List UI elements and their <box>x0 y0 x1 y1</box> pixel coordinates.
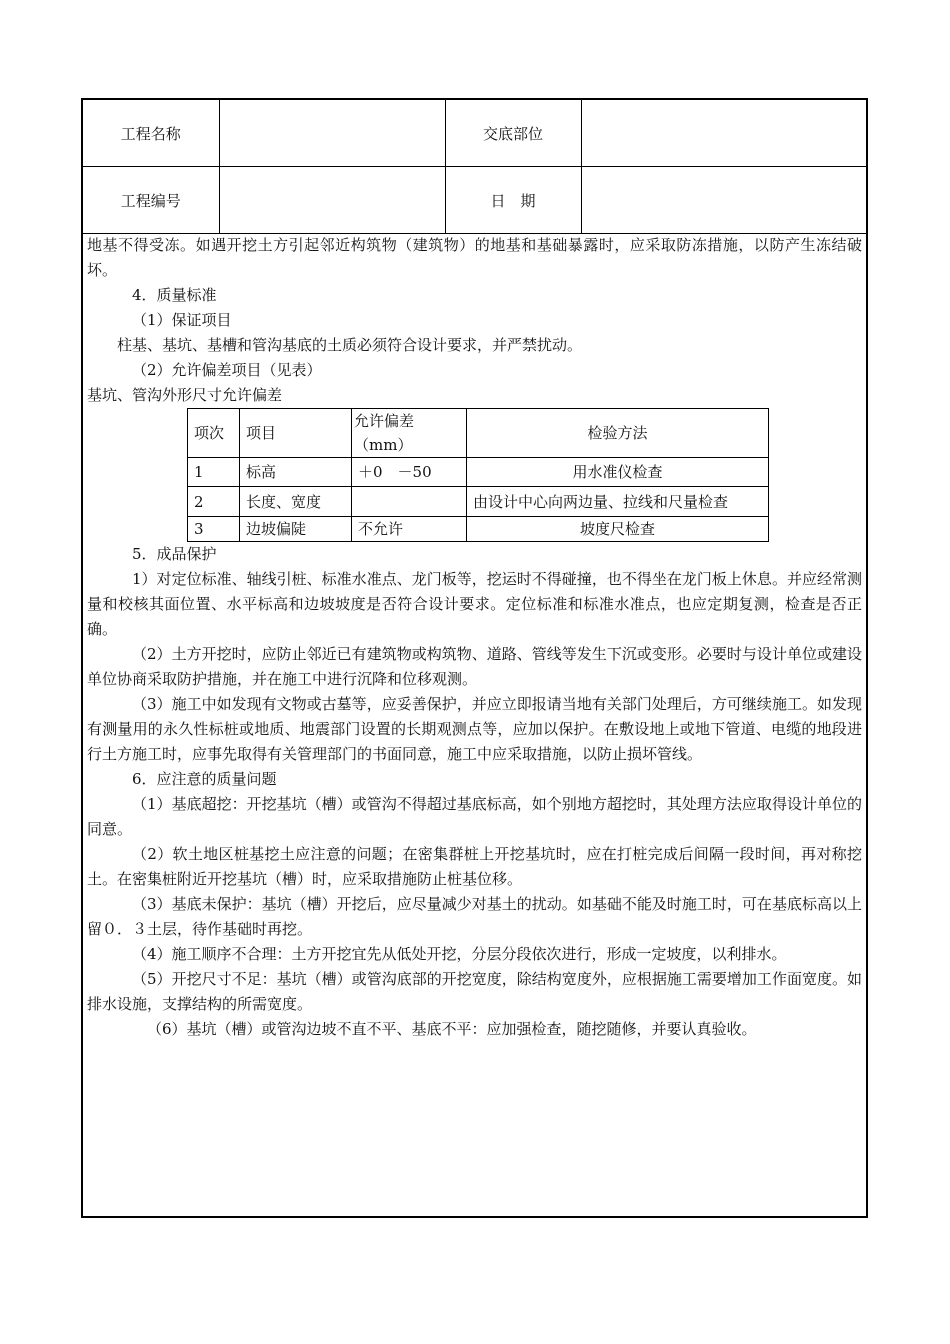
cell-tolerance: ＋0 －50 <box>352 458 467 487</box>
project-name-field[interactable] <box>219 100 445 167</box>
section-5-title: 5．成品保护 <box>132 545 217 563</box>
th-method: 检验方法 <box>467 409 769 458</box>
section-4-title: 4．质量标准 <box>132 286 217 304</box>
intro-paragraph: 地基不得受冻。如遇开挖土方引起邻近构筑物（建筑物）的地基和基础暴露时，应采取防冻措施，以防产生冻结破坏。 <box>87 236 862 279</box>
section-5-1: 1）对定位标准、轴线引桩、标准水准点、龙门板等，挖运时不得碰撞，也不得坐在龙门板上休息。并应经常测量和校核其面位置、水平标高和边坡坡度是否符合设计要求。定位标准和标准水准点，也应定期复测，检查是否正确。 <box>87 570 862 638</box>
section-4-1-text: 柱基、基坑、基槽和管沟基底的土质必须符合设计要求，并严禁扰动。 <box>117 336 583 354</box>
cell-item: 标高 <box>240 458 352 487</box>
cell-index: 2 <box>188 487 240 517</box>
header-row-1 <box>83 100 866 167</box>
section-6-3: （3）基底未保护：基坑（槽）开挖后，应尽量减少对基土的扰动。如基础不能及时施工时，可在基底标高以上留０．３土层，待作基础时再挖。 <box>87 895 862 938</box>
cell-index: 3 <box>188 517 240 542</box>
cell-method: 用水准仪检查 <box>467 458 769 487</box>
cell-tolerance: 不允许 <box>352 517 467 542</box>
header-row-2 <box>83 167 866 234</box>
project-no-field[interactable] <box>219 167 445 234</box>
section-6-4: （4）施工顺序不合理：土方开挖宜先从低处开挖，分层分段依次进行，形成一定坡度，以利排水。 <box>132 945 787 963</box>
cell-method: 坡度尺检查 <box>467 517 769 542</box>
th-index: 项次 <box>188 409 240 458</box>
location-label: 交底部位 <box>445 100 581 167</box>
document-body <box>87 233 862 1042</box>
cell-index: 1 <box>188 458 240 487</box>
cell-method: 由设计中心向两边量、拉线和尺量检查 <box>467 487 769 517</box>
cell-tolerance <box>352 487 467 517</box>
header-table <box>83 100 866 234</box>
section-6-5: （5）开挖尺寸不足：基坑（槽）或管沟底部的开挖宽度，除结构宽度外，应根据施工需要增加工作面宽度。如排水设施，支撑结构的所需宽度。 <box>87 970 862 1013</box>
th-item: 项目 <box>240 409 352 458</box>
section-6-6: （6）基坑（槽）或管沟边坡不直不平、基底不平：应加强检查，随挖随修，并要认真验收。 <box>147 1020 757 1038</box>
project-no-label: 工程编号 <box>83 167 219 234</box>
table-row <box>188 458 769 487</box>
table-header-row <box>188 409 769 458</box>
section-4-1-heading: （1）保证项目 <box>132 311 232 329</box>
date-label: 日 期 <box>445 167 581 234</box>
project-name-label: 工程名称 <box>83 100 219 167</box>
cell-item: 长度、宽度 <box>240 487 352 517</box>
section-6-1: （1）基底超挖：开挖基坑（槽）或管沟不得超过基底标高，如个别地方超挖时，其处理方法应取得设计单位的同意。 <box>87 795 862 838</box>
section-5-2: （2）土方开挖时，应防止邻近已有建筑物或构筑物、道路、管线等发生下沉或变形。必要时与设计单位或建设单位协商采取防护措施，并在施工中进行沉降和位移观测。 <box>87 645 862 688</box>
table-row <box>188 487 769 517</box>
th-tolerance: 允许偏差（mm） <box>352 409 467 458</box>
section-6-title: 6．应注意的质量问题 <box>132 770 277 788</box>
date-field[interactable] <box>581 167 866 234</box>
cell-item: 边坡偏陡 <box>240 517 352 542</box>
table-row <box>188 517 769 542</box>
section-6-2: （2）软土地区桩基挖土应注意的问题；在密集群桩上开挖基坑时，应在打桩完成后间隔一段时间，再对称挖土。在密集桩附近开挖基坑（槽）时，应采取措施防止桩基位移。 <box>87 845 862 888</box>
document-frame <box>81 98 868 1218</box>
location-field[interactable] <box>581 100 866 167</box>
deviation-table <box>187 408 769 542</box>
section-4-2-heading: （2）允许偏差项目（见表） <box>132 361 322 379</box>
section-5-3: （3）施工中如发现有文物或古墓等，应妥善保护，并应立即报请当地有关部门处理后，方可继续施工。如发现有测量用的永久性标桩或地质、地震部门设置的长期观测点等，应加以保护。在敷设地上或地下管道、电缆的地段进行土方施工时，应事先取得有关管理部门的书面同意，施工中应采取措施，以防止损坏管线。 <box>87 695 862 763</box>
table-caption: 基坑、管沟外形尺寸允许偏差 <box>87 386 283 404</box>
